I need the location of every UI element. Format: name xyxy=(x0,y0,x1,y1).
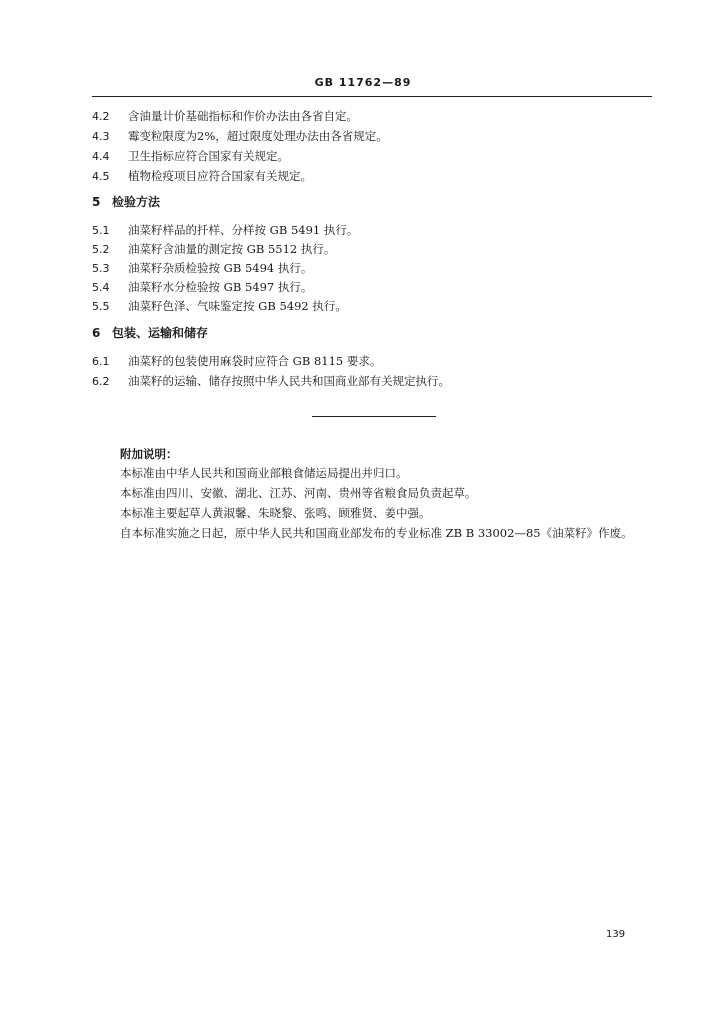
note-line: 本标准主要起草人黄淑馨、朱晓黎、张鸣、顾雅贤、姜中强。 xyxy=(120,506,431,520)
note-line: 本标准由中华人民共和国商业部粮食储运局提出并归口。 xyxy=(120,466,408,480)
clause-text: 油菜籽水分检验按 GB 5497 执行。 xyxy=(128,280,313,294)
clause-text: 卫生指标应符合国家有关规定。 xyxy=(128,149,289,163)
clause-number: 4.2 xyxy=(92,110,110,123)
clause-number: 4.3 xyxy=(92,130,110,143)
clause-text: 油菜籽杂质检验按 GB 5494 执行。 xyxy=(128,261,313,275)
section-number: 6 xyxy=(92,326,101,340)
clause-number: 5.4 xyxy=(92,281,110,294)
clause-4-2 xyxy=(92,108,358,125)
clause-text: 含油量计价基础指标和作价办法由各省自定。 xyxy=(128,109,358,123)
clause-4-4 xyxy=(92,148,289,165)
clause-4-3 xyxy=(92,128,388,145)
section-5-heading xyxy=(92,194,160,210)
clause-number: 5.1 xyxy=(92,224,110,237)
section-title: 包装、运输和储存 xyxy=(112,326,209,340)
clause-5-4 xyxy=(92,279,312,296)
note-line: 自本标准实施之日起，原中华人民共和国商业部发布的专业标准 ZB B 33002—85《油菜籽》作废。 xyxy=(120,526,633,540)
clause-4-5 xyxy=(92,168,312,185)
clause-number: 5.5 xyxy=(92,300,110,313)
clause-5-3 xyxy=(92,260,312,277)
header-rule xyxy=(92,96,652,97)
clause-text: 油菜籽含油量的测定按 GB 5512 执行。 xyxy=(128,242,336,256)
section-title: 检验方法 xyxy=(112,195,161,209)
clause-number: 4.5 xyxy=(92,170,110,183)
clause-text: 植物检疫项目应符合国家有关规定。 xyxy=(128,169,312,183)
clause-5-5 xyxy=(92,298,347,315)
clause-number: 6.2 xyxy=(92,375,110,388)
note-line: 本标准由四川、安徽、湖北、江苏、河南、贵州等省粮食局负责起草。 xyxy=(120,486,477,500)
clause-text: 油菜籽色泽、气味鉴定按 GB 5492 执行。 xyxy=(128,299,347,313)
clause-number: 6.1 xyxy=(92,355,110,368)
section-number: 5 xyxy=(92,195,101,209)
end-rule xyxy=(312,416,436,417)
clause-number: 5.3 xyxy=(92,262,110,275)
clause-5-2 xyxy=(92,241,335,258)
clause-text: 霉变粒限度为2%，超过限度处理办法由各省规定。 xyxy=(128,129,388,143)
clause-number: 5.2 xyxy=(92,243,110,256)
clause-6-2 xyxy=(92,373,450,390)
page-number: 139 xyxy=(606,929,626,940)
clause-text: 油菜籽的包装使用麻袋时应符合 GB 8115 要求。 xyxy=(128,354,382,368)
clause-number: 4.4 xyxy=(92,150,110,163)
header-code: GB 11762—89 xyxy=(314,76,412,89)
clause-text: 油菜籽样品的扦样、分样按 GB 5491 执行。 xyxy=(128,223,359,237)
clause-6-1 xyxy=(92,353,381,370)
section-6-heading xyxy=(92,325,208,341)
notes-title: 附加说明： xyxy=(120,447,178,461)
clause-5-1 xyxy=(92,222,358,239)
clause-text: 油菜籽的运输、储存按照中华人民共和国商业部有关规定执行。 xyxy=(128,374,450,388)
